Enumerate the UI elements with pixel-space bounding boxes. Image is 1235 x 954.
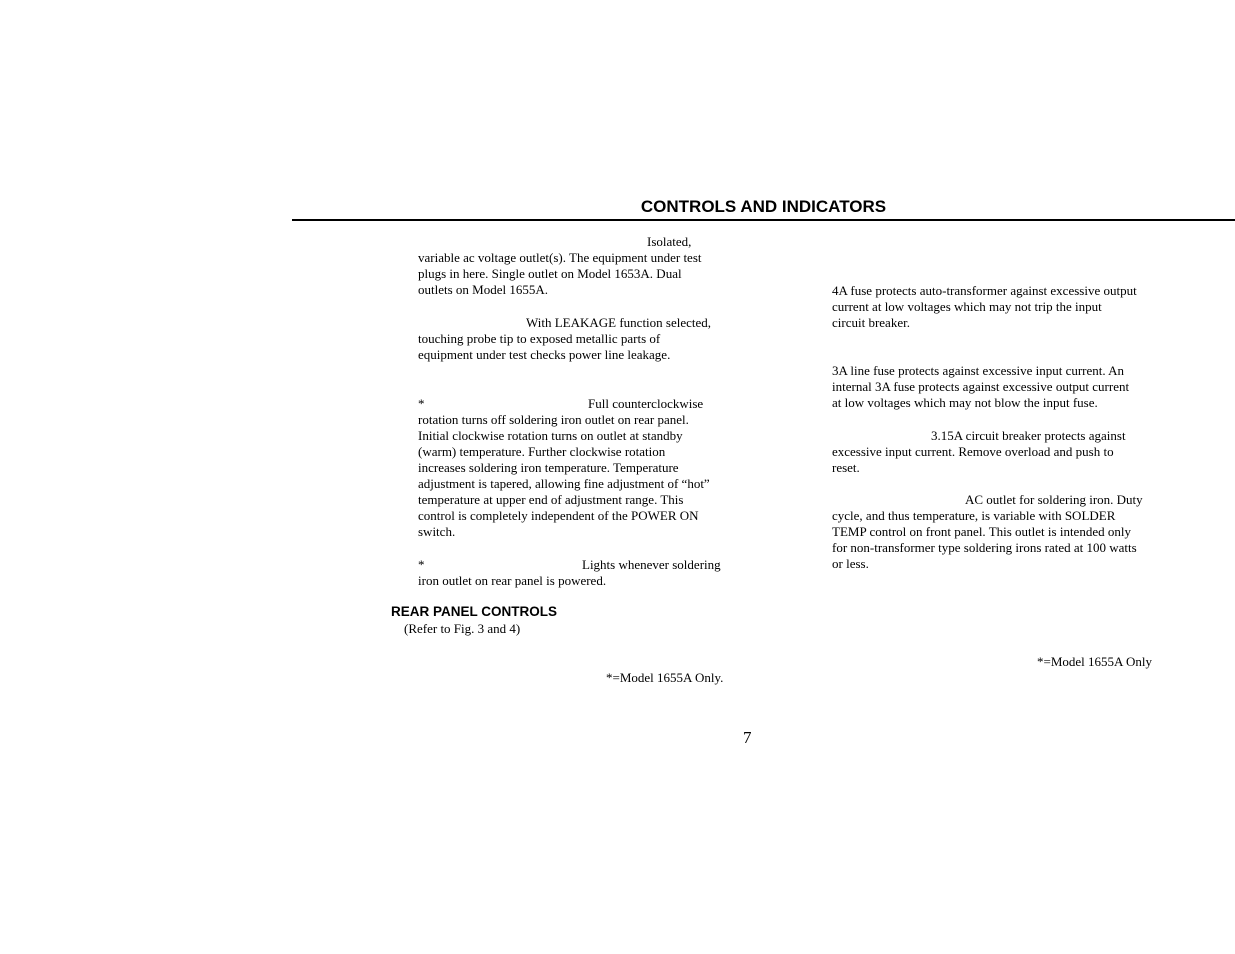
outlet-description — [418, 250, 702, 298]
text-line: increases soldering iron temperature. Temperature — [418, 460, 679, 475]
ac-outlet-description — [832, 508, 1137, 572]
text-line: adjustment is tapered, allowing fine adjustment of “hot” — [418, 476, 710, 491]
breaker-lead: 3.15A circuit breaker protects against — [931, 428, 1126, 443]
solder-description — [418, 412, 710, 540]
lamp-marker: * — [418, 557, 425, 572]
text-line: circuit breaker. — [832, 315, 910, 330]
fuse-4a-description — [832, 283, 1137, 331]
text-line: 3A line fuse protects against excessive input current. An — [832, 363, 1125, 378]
text-line: (warm) temperature. Further clockwise rotation — [418, 444, 666, 459]
outlet-lead: Isolated, — [647, 234, 692, 249]
section-reference: (Refer to Fig. 3 and 4) — [404, 621, 521, 636]
probe-description — [418, 331, 670, 363]
text-line: plugs in here. Single outlet on Model 1653A. Dual — [418, 266, 682, 281]
text-line: switch. — [418, 524, 456, 539]
text-line: cycle, and thus temperature, is variable with SOLDER — [832, 508, 1116, 523]
text-line: touching probe tip to exposed metallic parts of — [418, 331, 661, 346]
solder-lead: Full counterclockwise — [588, 396, 704, 411]
text-line: current at low voltages which may not trip the input — [832, 299, 1102, 314]
page-title: CONTROLS AND INDICATORS — [640, 197, 887, 216]
lamp-lead: Lights whenever soldering — [582, 557, 721, 572]
probe-lead: With LEAKAGE function selected, — [526, 315, 712, 330]
text-line: reset. — [832, 460, 860, 475]
lamp-description — [418, 573, 606, 589]
page-number: 7 — [743, 728, 752, 747]
text-line: at low voltages which may not blow the input fuse. — [832, 395, 1098, 410]
text-line: TEMP control on front panel. This outlet is intended only — [832, 524, 1131, 539]
text-line: temperature at upper end of adjustment range. This — [418, 492, 684, 507]
footnote-left: *=Model 1655A Only. — [606, 670, 724, 685]
solder-marker: * — [418, 396, 425, 411]
footnote-right: *=Model 1655A Only — [1037, 654, 1152, 669]
text-line: outlets on Model 1655A. — [418, 282, 548, 297]
text-line: rotation turns off soldering iron outlet on rear panel. — [418, 412, 689, 427]
text-line: equipment under test checks power line leakage. — [418, 347, 671, 362]
text-line: control is completely independent of the POWER ON — [418, 508, 699, 523]
text-line: internal 3A fuse protects against excessive output current — [832, 379, 1130, 394]
breaker-description — [832, 444, 1114, 476]
text-line: variable ac voltage outlet(s). The equipment under test — [418, 250, 702, 265]
text-line: 4A fuse protects auto-transformer against excessive output — [832, 283, 1137, 298]
ac-outlet-lead: AC outlet for soldering iron. Duty — [965, 492, 1143, 507]
text-line: Initial clockwise rotation turns on outlet at standby — [418, 428, 683, 443]
text-line: for non-transformer type soldering irons rated at 100 watts — [832, 540, 1137, 555]
fuse-3a-description — [832, 363, 1129, 411]
section-heading: REAR PANEL CONTROLS — [391, 604, 558, 619]
text-line: excessive input current. Remove overload and push to — [832, 444, 1114, 459]
text-line: or less. — [832, 556, 869, 571]
title-rule — [292, 219, 1235, 221]
text-line: iron outlet on rear panel is powered. — [418, 573, 607, 588]
